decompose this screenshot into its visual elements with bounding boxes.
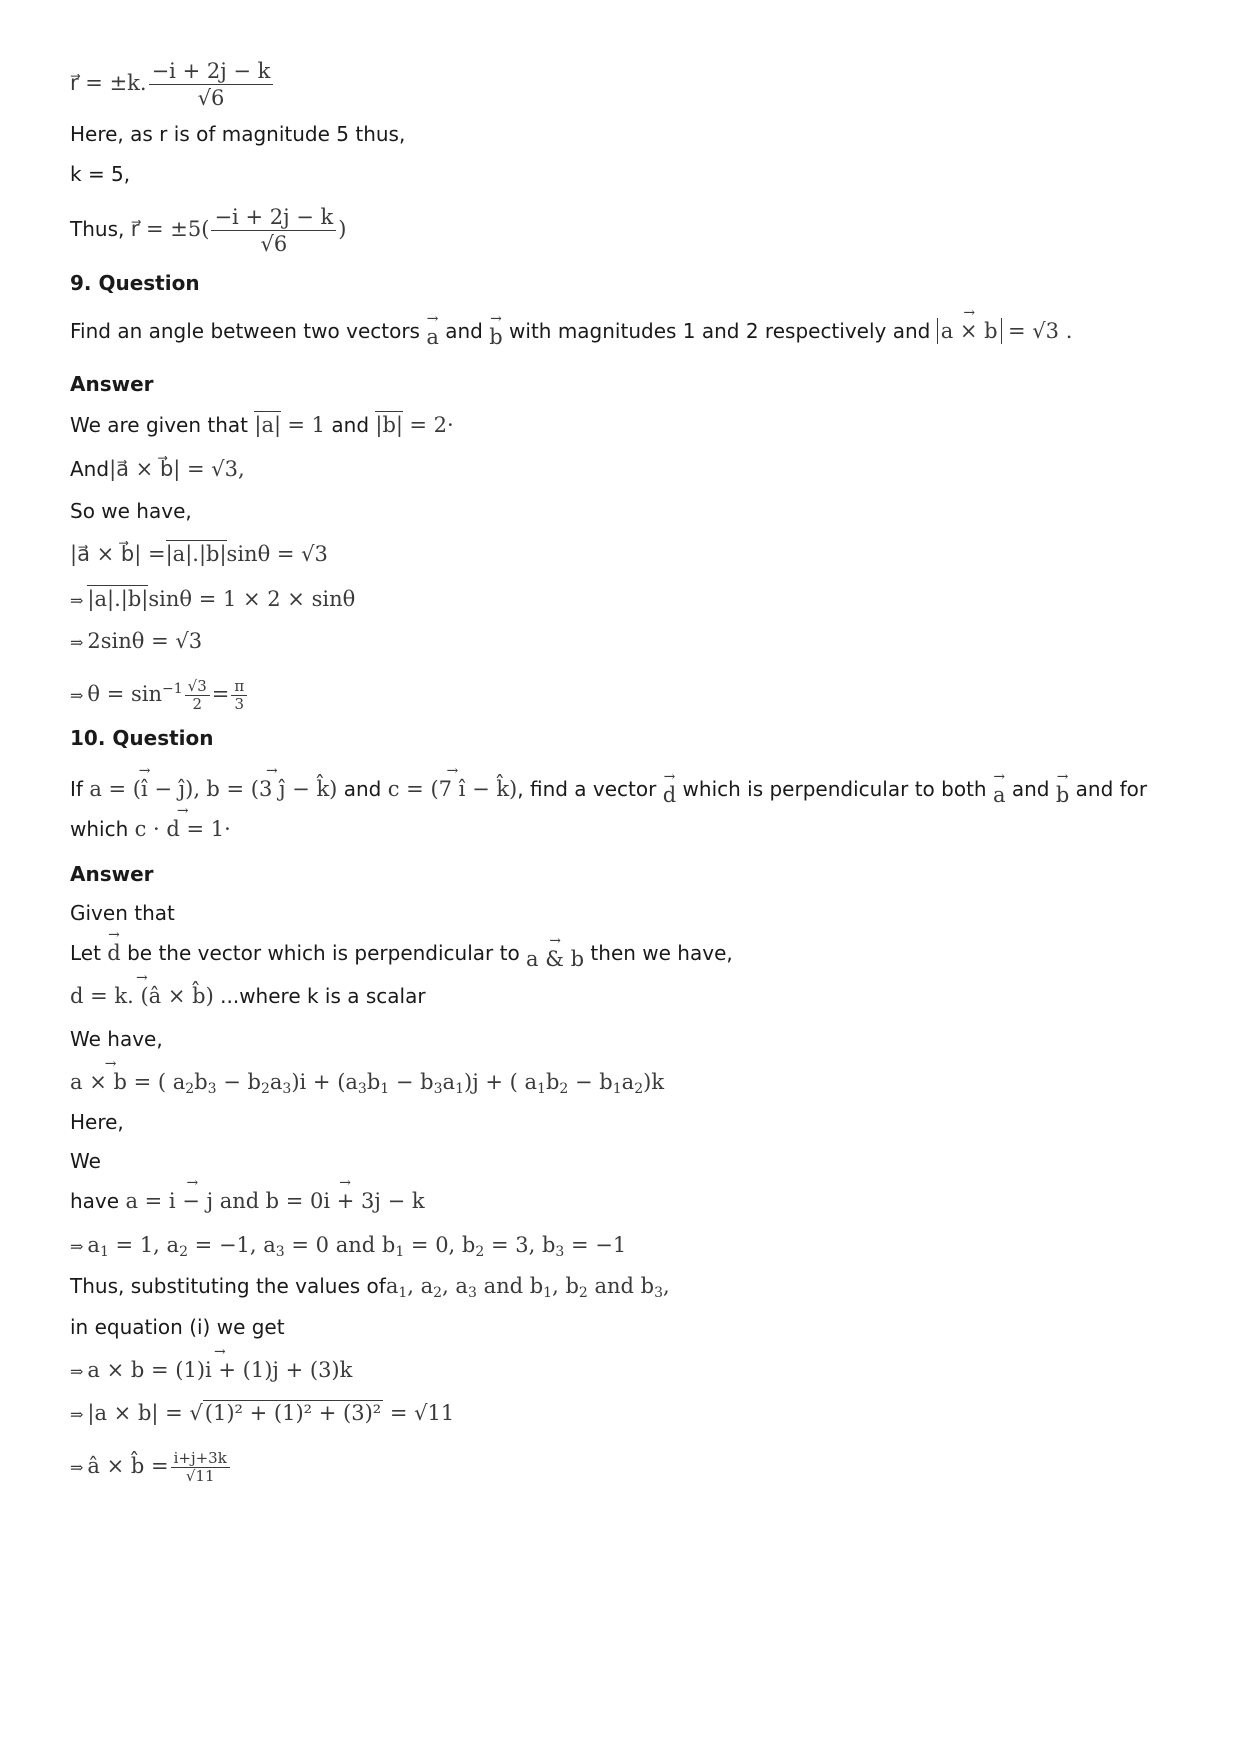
equation-r-five [70, 204, 346, 257]
implies-icon: ⇒ [70, 686, 84, 705]
eq-text: − b [395, 1070, 434, 1094]
question-10-text-cont [70, 816, 231, 842]
text-line [70, 983, 426, 1009]
eq-text: = [147, 542, 166, 566]
components-line [70, 1232, 626, 1265]
answer-9-label: Answer [70, 372, 154, 396]
subscript: 3 [357, 1081, 367, 1097]
text: Thus, [70, 217, 125, 241]
fraction-denominator: √11 [185, 1467, 215, 1485]
fraction [231, 678, 247, 713]
subscript: 1 [398, 1285, 408, 1301]
eq-text: − b [223, 1070, 261, 1094]
eq-text: = 1, a [115, 1233, 180, 1257]
subscript: 3 [282, 1081, 292, 1097]
subscript: 1 [543, 1285, 553, 1301]
subscript: 3 [467, 1285, 477, 1301]
text: If [70, 777, 83, 801]
radicand: (1)² + (1)² + (3)² [204, 1401, 382, 1425]
subscript: 2 [433, 1285, 443, 1301]
eq-text: = 2· [409, 413, 454, 437]
vector-a: → a [426, 324, 439, 350]
question-10-title: 10. Question [70, 726, 214, 750]
text: and [343, 777, 382, 801]
eq-text: , a [407, 1274, 434, 1298]
answer-9-and [70, 456, 245, 482]
eq-text: b [194, 1070, 208, 1094]
equation-line [70, 628, 202, 656]
eq-text: a [621, 1070, 635, 1094]
superscript: −1 [162, 681, 183, 697]
text: be the vector which is perpendicular to [127, 941, 520, 965]
fraction-denominator: √6 [260, 232, 288, 256]
equation-line [70, 1400, 454, 1428]
eq-group [385, 1274, 670, 1301]
eq-text: θ = sin [87, 682, 163, 706]
subscript: 2 [634, 1081, 644, 1097]
fraction-denominator: √6 [197, 86, 225, 110]
eq-text: a [269, 1070, 283, 1094]
subscript: 2 [260, 1081, 270, 1097]
vectors-a-b: → a & b [526, 946, 584, 972]
eq-text: |a⃗ × b⃗| [70, 542, 142, 566]
magnitude-b: |b| [375, 413, 403, 437]
fraction-numerator: i+j+3k [171, 1450, 230, 1468]
magnitude-product: |a|.|b| [165, 542, 227, 566]
implies-icon: ⇒ [70, 1405, 84, 1424]
text-line: We have, [70, 1027, 163, 1051]
text: and [331, 413, 370, 437]
equation-r-k [70, 58, 275, 111]
eq-text: = [211, 682, 230, 706]
eq-text: = −1, a [194, 1233, 276, 1257]
fraction-numerator: −i + 2j − k [211, 204, 336, 231]
eq-text: ( a [157, 1070, 186, 1094]
fraction [185, 678, 210, 713]
subscript: 3 [207, 1081, 217, 1097]
eq-text: → a × b = (1)i + (1)j + (3)k [87, 1357, 352, 1383]
eq-text: , a [442, 1274, 468, 1298]
eq-text: = √11 [389, 1401, 455, 1425]
eq-text: = 3, b [490, 1233, 556, 1257]
eq-text: a [87, 1233, 100, 1257]
fraction [149, 58, 274, 111]
subscript: 1 [537, 1081, 546, 1097]
subscript: 2 [578, 1285, 588, 1301]
text: We are given that [70, 413, 249, 437]
eq-text: and b [594, 1274, 655, 1298]
implies-icon: ⇒ [70, 633, 84, 652]
answer-9-given [70, 412, 454, 438]
dot-product: → c · d = 1· [135, 816, 231, 842]
vector-a-def: → a = (î − ĵ), [89, 776, 200, 802]
eq-text: b [545, 1070, 560, 1094]
eq-text: r⃗ = ±5( [130, 217, 210, 241]
eq-text: = 0, b [410, 1233, 476, 1257]
text-line: Here, [70, 1110, 124, 1134]
text-line: k = 5, [70, 162, 131, 186]
vector-d: → d [107, 940, 120, 966]
fraction-denominator: 2 [192, 695, 202, 713]
equation-line [70, 1357, 352, 1385]
eq-text: r⃗ = ±k. [70, 71, 147, 95]
question-9-title: 9. Question [70, 271, 200, 295]
text-line: Given that [70, 901, 175, 925]
answer-10-label: Answer [70, 862, 154, 886]
subscript: 3 [275, 1244, 285, 1260]
implies-icon: ⇒ [70, 1362, 84, 1381]
subscript: 1 [380, 1081, 390, 1097]
eq-text: − b [575, 1070, 613, 1094]
fraction [211, 204, 336, 257]
implies-icon: ⇒ [70, 1237, 84, 1256]
question-10-text [70, 776, 1147, 808]
text: And [70, 457, 110, 481]
fraction [171, 1450, 230, 1485]
text-line: Here, as r is of magnitude 5 thus, [70, 122, 406, 146]
magnitude-product: |a|.|b| [87, 587, 149, 611]
vector-b-def: → b = (3 ĵ − k̂) [206, 776, 337, 802]
equation-line [70, 541, 328, 567]
subscript: 2 [185, 1081, 195, 1097]
eq-text: , b [552, 1274, 579, 1298]
eq-text: )i + (a [291, 1070, 358, 1094]
equation-line [70, 586, 355, 614]
equation-line [70, 1450, 232, 1485]
subscript: 3 [654, 1285, 664, 1301]
text: and for [1075, 777, 1148, 801]
subscript: 1 [455, 1081, 464, 1097]
text-line: in equation (i) we get [70, 1315, 285, 1339]
subscript: 2 [475, 1244, 485, 1260]
eq-text: = √3 . [1008, 319, 1073, 343]
vector-b: → b [1056, 782, 1069, 808]
vector-a: → a [993, 782, 1006, 808]
fraction-numerator: π [231, 678, 247, 696]
subscript: 1 [612, 1081, 622, 1097]
text: and [1011, 777, 1050, 801]
eq-text: , [663, 1274, 670, 1298]
cross-product-magnitude: → a × b [937, 318, 1002, 344]
eq-text: a [442, 1070, 456, 1094]
text: Thus, substituting the values of [70, 1274, 386, 1298]
text: which is perpendicular to both [682, 777, 987, 801]
eq-text: )j + ( a [464, 1070, 538, 1094]
vector-d: → d [663, 782, 676, 808]
text: Let [70, 941, 101, 965]
vector-c-def: → c = (7 î − k̂) [388, 776, 518, 802]
eq-text: |a × b| = √ [87, 1401, 203, 1425]
cross-product-formula [70, 1069, 664, 1102]
eq-text: and b [483, 1274, 544, 1298]
fraction-denominator: 3 [234, 695, 245, 713]
text-line [70, 1188, 425, 1214]
eq-text: = −1 [571, 1233, 627, 1257]
eq-text: → d = k. (â × b̂) [70, 983, 214, 1009]
text: with magnitudes 1 and 2 respectively and [509, 319, 931, 343]
text-line [70, 1273, 670, 1306]
eq-text: b [366, 1070, 381, 1094]
subscript: 2 [179, 1244, 188, 1260]
text: ...where k is a scalar [220, 984, 426, 1008]
text: and [445, 319, 483, 343]
subscript: 3 [555, 1244, 565, 1260]
text-line: So we have, [70, 499, 192, 523]
eq-text: |a⃗ × b⃗| = √3, [109, 457, 245, 481]
eq-text: = 1 [287, 413, 326, 437]
eq-text: â × b̂ = [87, 1454, 169, 1478]
text: which [70, 817, 129, 841]
implies-icon: ⇒ [70, 1458, 84, 1477]
fraction-numerator: −i + 2j − k [149, 58, 274, 85]
text-line: We [70, 1149, 101, 1173]
subscript: 1 [99, 1244, 109, 1260]
text: then we have, [590, 941, 733, 965]
eq-text: → a = i − j and [125, 1188, 259, 1214]
subscript: 2 [559, 1081, 569, 1097]
eq-text: = 0 and b [291, 1233, 396, 1257]
eq-text: 2sinθ = √3 [87, 629, 203, 653]
magnitude-a: |a| [254, 413, 282, 437]
eq-text: → b = 0i + 3j − k [266, 1188, 425, 1214]
text: Find an angle between two vectors [70, 319, 420, 343]
question-9-text [70, 318, 1072, 350]
equation-line [70, 676, 249, 713]
eq-text: sinθ = 1 × 2 × sinθ [148, 587, 356, 611]
eq-text: ) [338, 217, 347, 241]
text: , find a vector [517, 777, 657, 801]
eq-text: a [385, 1274, 399, 1298]
eq-text: → a × b = [70, 1069, 151, 1095]
eq-text: sinθ = √3 [226, 542, 328, 566]
subscript: 1 [395, 1244, 405, 1260]
text: have [70, 1189, 120, 1213]
eq-text: )k [643, 1070, 665, 1094]
subscript: 3 [433, 1081, 443, 1097]
implies-icon: ⇒ [70, 591, 84, 610]
text-line [70, 940, 733, 972]
fraction-numerator: √3 [185, 678, 210, 696]
vector-b: → b [489, 324, 502, 350]
